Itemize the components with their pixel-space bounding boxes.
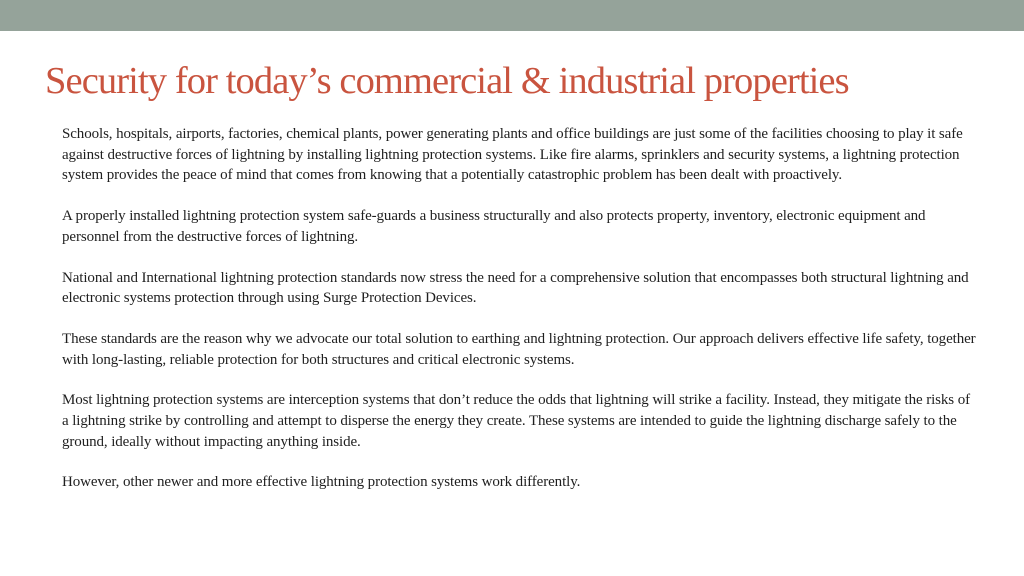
- paragraph-business-protection: A properly installed lightning protection system safe-guards a business structurally and also protects property, inventory, electronic equipment and personnel from the destructive forces of lightning.: [62, 208, 926, 245]
- paragraph-facilities: Schools, hospitals, airports, factories, chemical plants, power generating plants and office buildings are just some of the facilities choosing to play it safe against destructive forces of lightning by installing lightning protection systems. Like fire alarms, sprinklers and security systems, a lightning protection system provides the peace of mind that comes from knowing that a potentially catastrophic problem has been dealt with proactively.: [62, 126, 963, 184]
- paragraph-standards: National and International lightning protection standards now stress the need for a comprehensive solution that encompasses both structural lightning and electronic systems protection through using Surge Protection Devices.: [62, 269, 969, 307]
- paragraph-interception-systems: Most lightning protection systems are interception systems that don’t reduce the odds that lightning will strike a facility. Instead, they mitigate the risks of a lightning strike by controlling and attempt to disperse the energy they create. These systems are intended to guide the lightning discharge safely to the ground, ideally without impacting anything inside.: [62, 392, 970, 450]
- paragraph-total-solution: These standards are the reason why we advocate our total solution to earthing and lightning protection. Our approach delivers effective life safety, together with long-lasting, reliable protection for both structures and critical electronic systems.: [62, 330, 976, 368]
- paragraph-newer-systems: However, other newer and more effective lightning protection systems work differently.: [62, 474, 581, 491]
- body-text: [62, 124, 977, 513]
- slide-title: Security for today’s commercial & industrial properties: [45, 60, 849, 102]
- top-accent-band: [0, 0, 1024, 31]
